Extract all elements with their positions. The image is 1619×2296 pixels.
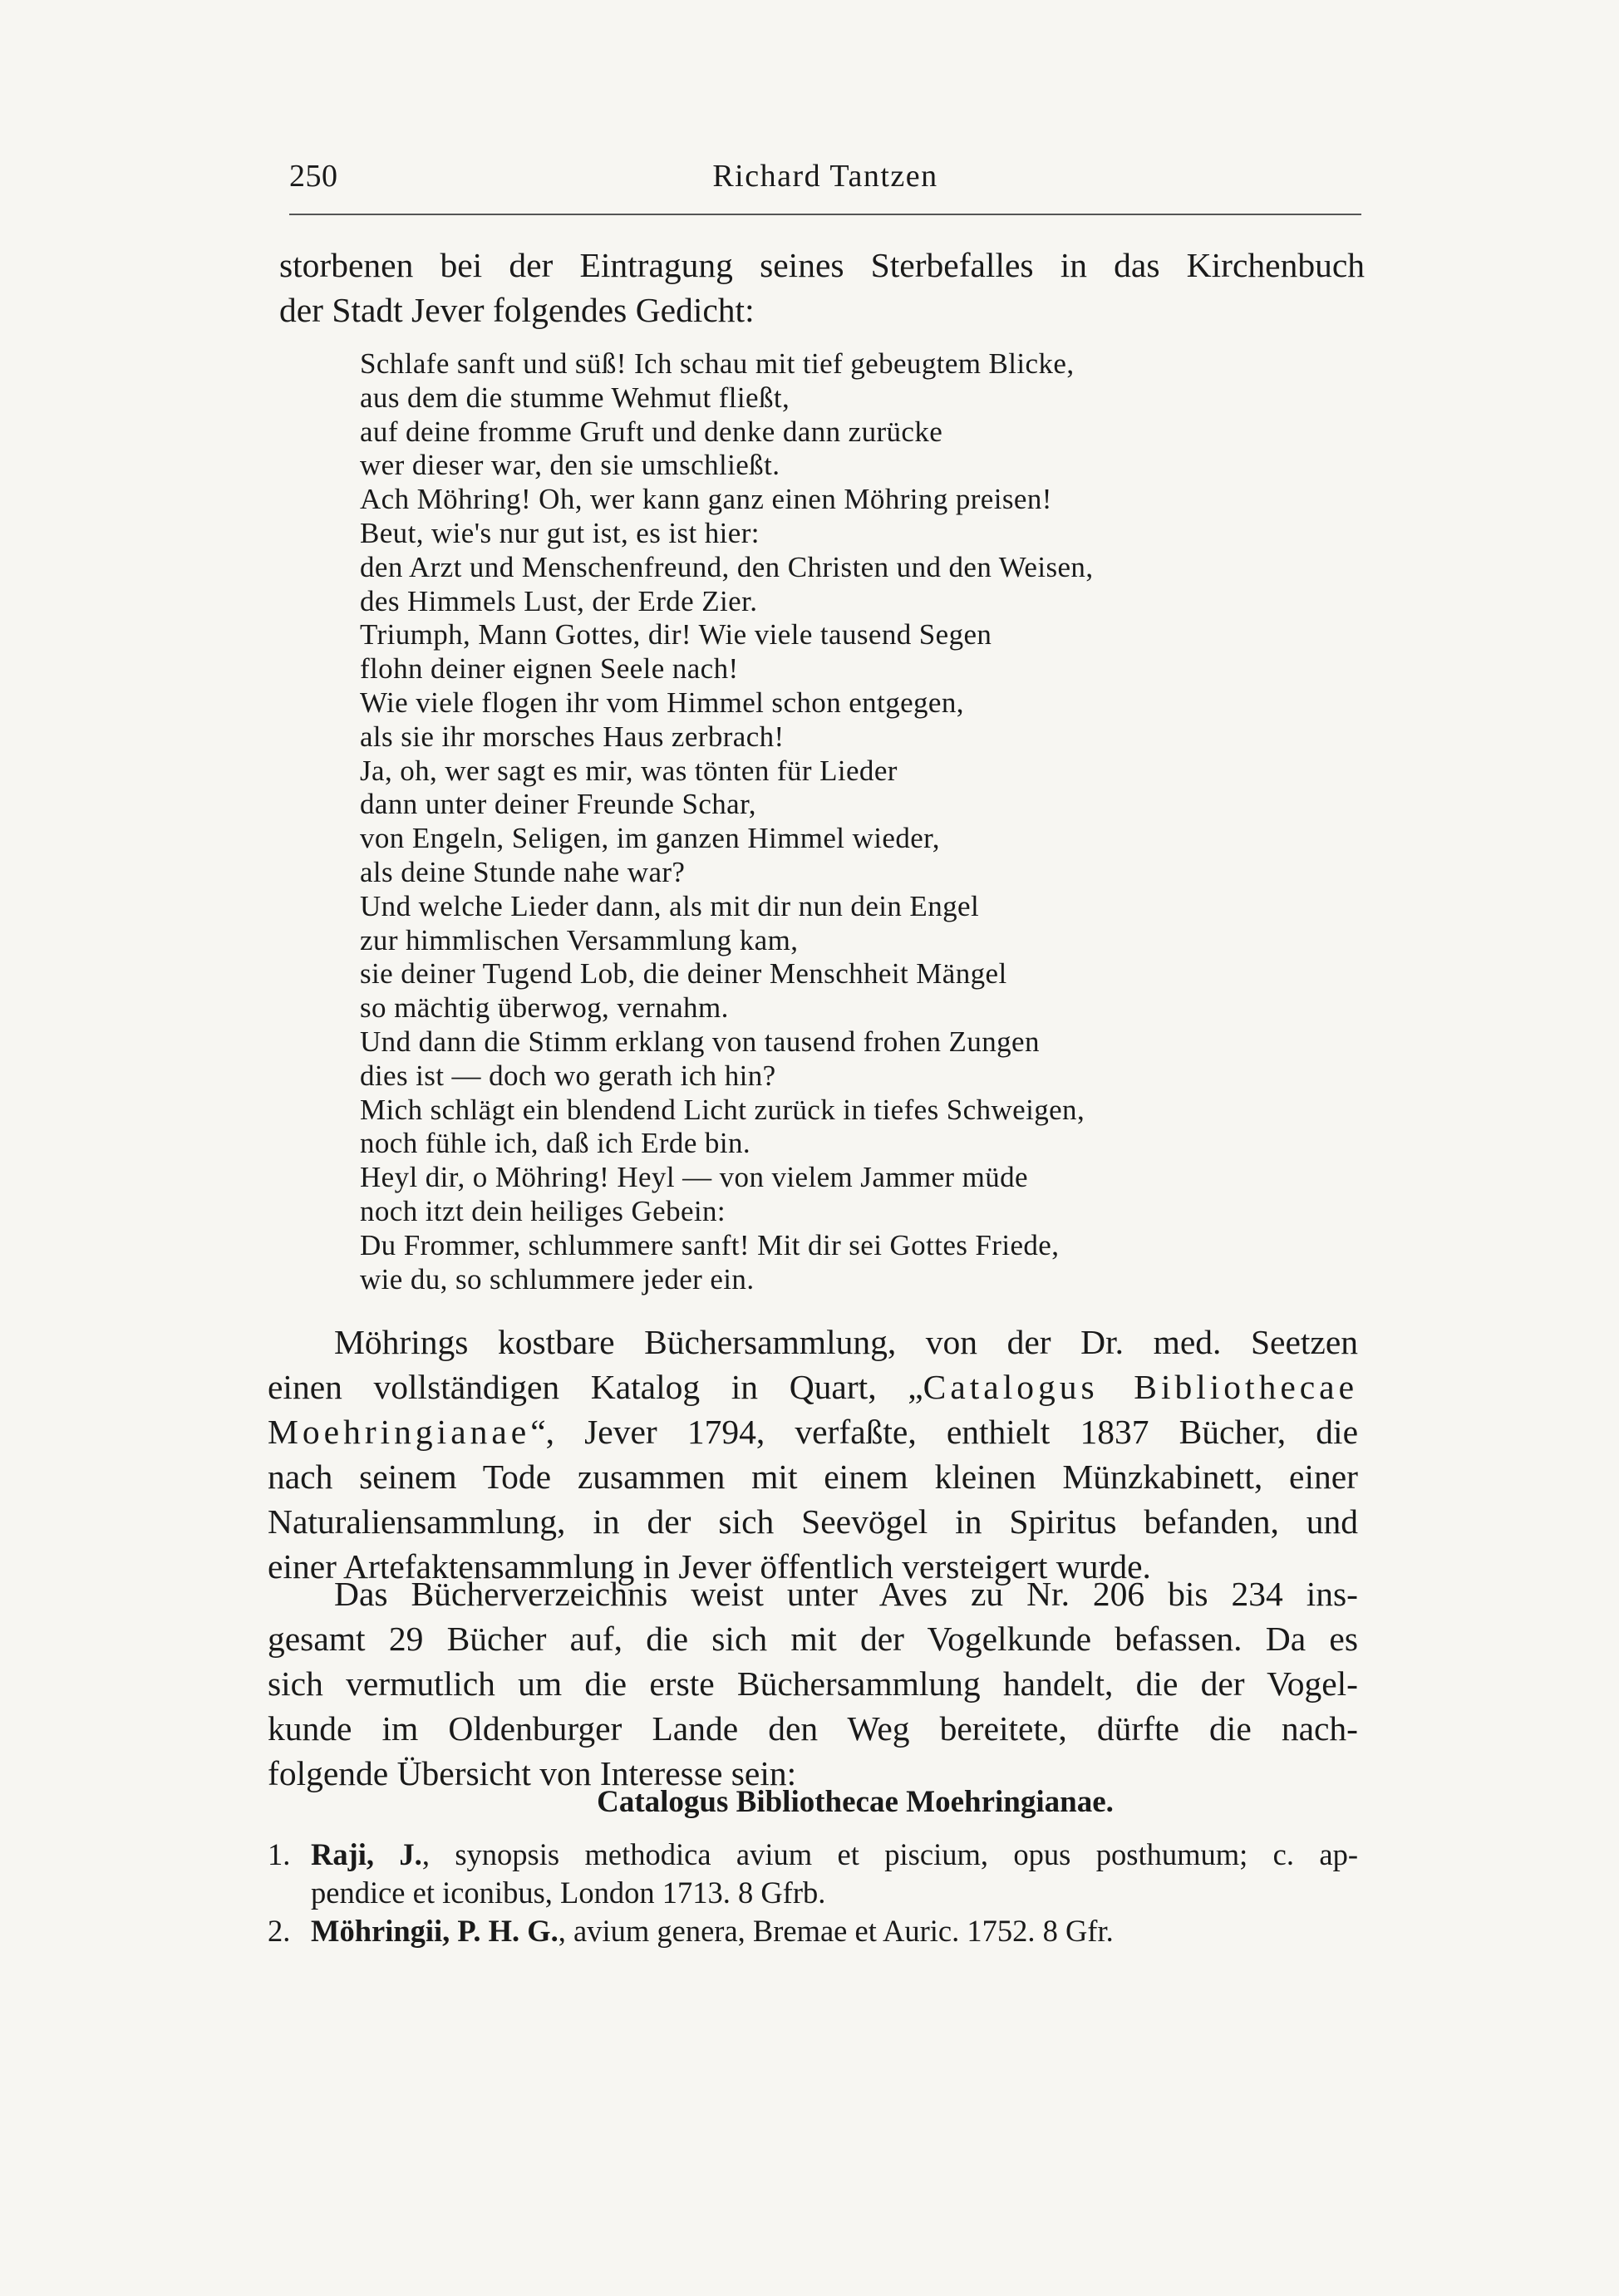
paragraph-line: Naturaliensammlung, in der sich Seevögel in Spiritus befanden, und [268,1502,1358,1541]
paragraph-bird-books [268,1571,1358,1796]
entry-author: Möhringii, P. H. G. [311,1914,559,1948]
poem-line: Heyl dir, o Möhring! Heyl — von vielem Jammer müde [360,1161,1028,1194]
catalog-title-inline: Moehringianae [268,1413,531,1451]
poem-line: so mächtig überwog, vernahm. [360,991,729,1025]
paragraph-line [268,1409,1358,1454]
poem-line: sie deiner Tugend Lob, die deiner Menschheit Mängel [360,957,1007,991]
paragraph-line: sich vermutlich um die erste Büchersammlung handelt, die der Vogel- [268,1664,1358,1703]
poem-line: des Himmels Lust, der Erde Zier. [360,584,758,617]
page-number: 250 [289,159,338,194]
entry-text: , synopsis methodica avium et piscium, opus posthumum; c. ap- [421,1837,1358,1871]
poem-line: Du Frommer, schlummere sanft! Mit dir sei Gottes Friede, [360,1228,1060,1261]
poem-line: noch fühle ich, daß ich Erde bin. [360,1127,750,1160]
entry-author: Raji, J. [311,1837,422,1871]
poem-line: noch itzt dein heiliges Gebein: [360,1194,726,1227]
poem-line: flohn deiner eignen Seele nach! [360,652,739,686]
paragraph-line: einer Artefaktensammlung in Jever öffentlich versteigert wurde. [268,1547,1151,1586]
entry-text: , avium genera, Bremae et Auric. 1752. 8 Gfr. [558,1914,1114,1948]
catalog-entry [268,1836,1358,1912]
catalog-entry [268,1912,1358,1950]
poem-line: Ja, oh, wer sagt es mir, was tönten für Lieder [360,754,898,787]
running-head [289,158,1361,208]
header-rule [289,214,1361,215]
poem-line: aus dem die stumme Wehmut fließt, [360,381,790,414]
paragraph-line: folgende Übersicht von Interesse sein: [268,1754,797,1792]
poem-line: den Arzt und Menschenfreund, den Christen und den Weisen, [360,550,1094,583]
poem [360,347,1357,1296]
poem-line: von Engeln, Seligen, im ganzen Himmel wieder, [360,822,940,855]
poem-line: dies ist — doch wo gerath ich hin? [360,1059,776,1092]
entry-number: 1. [268,1837,291,1871]
poem-line: zur himmlischen Versammlung kam, [360,923,799,956]
poem-line: Und welche Lieder dann, als mit dir nun dein Engel [360,889,980,922]
intro-line: der Stadt Jever folgendes Gedicht: [279,291,755,329]
paragraph-line: kunde im Oldenburger Lande den Weg bereitete, dürfte die nach- [268,1709,1358,1748]
paragraph-text: “, Jever 1794, verfaßte, enthielt 1837 Bücher, die [530,1413,1358,1451]
poem-line: wie du, so schlummere jeder ein. [360,1262,755,1295]
poem-line: dann unter deiner Freunde Schar, [360,788,756,821]
poem-line: als deine Stunde nahe war? [360,855,686,888]
intro-line: storbenen bei der Eintragung seines Sterbefalles in das Kirchenbuch [279,246,1365,284]
running-head-author: Richard Tantzen [712,159,938,194]
entry-line [311,1912,1358,1950]
poem-line: als sie ihr morsches Haus zerbrach! [360,720,785,753]
poem-line: auf deine fromme Gruft und denke dann zurücke [360,415,943,448]
paragraph-line: Möhrings kostbare Büchersammlung, von der Dr. med. Seetzen [334,1323,1358,1361]
poem-line: Triumph, Mann Gottes, dir! Wie viele tausend Segen [360,618,992,651]
paragraph-line: nach seinem Tode zusammen mit einem kleinen Münzkabinett, einer [268,1458,1358,1496]
paragraph-text: einen vollständigen Katalog in Quart, „ [268,1368,923,1406]
catalog-list [268,1836,1358,1950]
intro-paragraph [279,243,1365,332]
catalog-title-inline: Catalogus Bibliothecae [923,1368,1358,1406]
paragraph-line: gesamt 29 Bücher auf, die sich mit der Vogelkunde befassen. Da es [268,1620,1358,1658]
paragraph-collection [268,1320,1358,1589]
poem-line: wer dieser war, den sie umschließt. [360,449,780,482]
paragraph-line [268,1364,1358,1409]
poem-line: Schlafe sanft und süß! Ich schau mit tief gebeugtem Blicke, [360,347,1075,380]
poem-line: Beut, wie's nur gut ist, es ist hier: [360,516,760,549]
poem-line: Ach Möhring! Oh, wer kann ganz einen Möhring preisen! [360,483,1052,516]
poem-line: Mich schlägt ein blendend Licht zurück in tiefes Schweigen, [360,1093,1085,1126]
entry-line [311,1836,1358,1874]
entry-line: pendice et iconibus, London 1713. 8 Gfrb. [311,1876,826,1910]
paragraph-line: Das Bücherverzeichnis weist unter Aves zu Nr. 206 bis 234 ins- [334,1575,1358,1613]
poem-line: Und dann die Stimm erklang von tausend frohen Zungen [360,1025,1040,1058]
catalog-heading: Catalogus Bibliothecae Moehringianae. [597,1785,1114,1819]
poem-line: Wie viele flogen ihr vom Himmel schon entgegen, [360,686,964,719]
entry-number: 2. [268,1914,291,1948]
